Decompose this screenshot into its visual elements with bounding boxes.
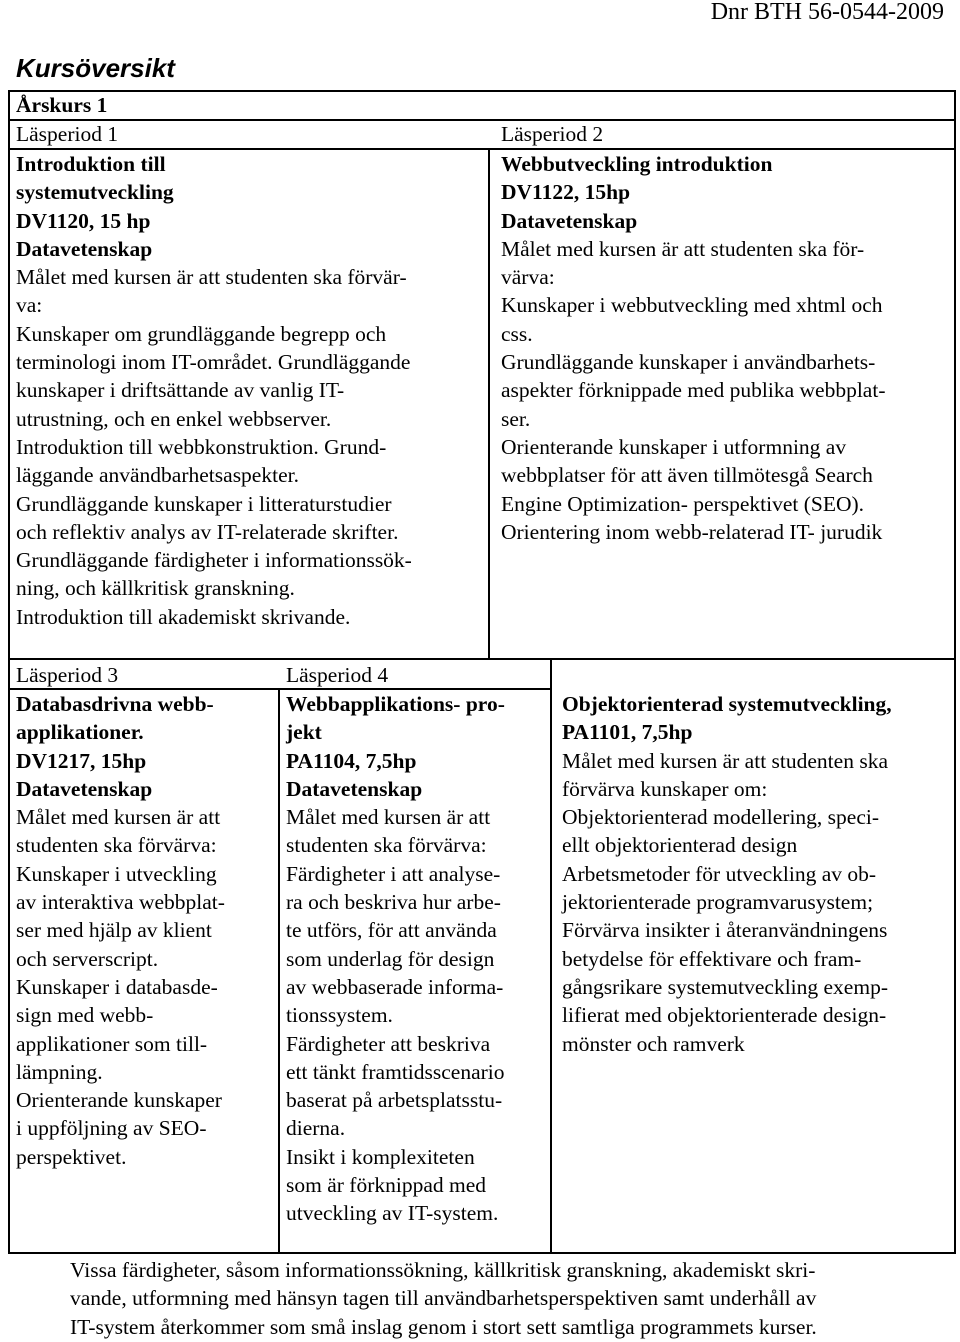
course-text-line: lifierat med objektorienterade design- bbox=[562, 1003, 887, 1028]
course-text-line: utrustning, och en enkel webbserver. bbox=[16, 406, 332, 431]
course-text-line: och serverscript. bbox=[16, 946, 159, 971]
course-text-line: Objektorienterad modellering, speci- bbox=[562, 805, 880, 830]
course-text-line: Kunskaper i utveckling bbox=[16, 861, 217, 886]
course-text-line: css. bbox=[501, 321, 533, 346]
course-text-line: Målet med kursen är att bbox=[16, 805, 221, 830]
course-text-line: utveckling av IT-system. bbox=[286, 1201, 499, 1226]
course-heading-line: Datavetenskap bbox=[16, 776, 153, 801]
course-text-line: perspektivet. bbox=[16, 1144, 127, 1169]
course-heading-line: jekt bbox=[286, 720, 322, 745]
course-text-line: förvärva kunskaper om: bbox=[562, 776, 768, 801]
footer-line: vande, utformning med hänsyn tagen till användbarhetsperspektiven samt underhåll av bbox=[70, 1286, 817, 1311]
course-heading-line: PA1104, 7,5hp bbox=[286, 748, 417, 773]
table-divider-p1-p2 bbox=[488, 148, 490, 660]
course-heading-line: Datavetenskap bbox=[16, 236, 153, 261]
course-heading-line: PA1101, 7,5hp bbox=[562, 720, 693, 745]
course-text-line: baserat på arbetsplatsstu- bbox=[286, 1088, 503, 1113]
course-text-line: läggande användbarhetsaspekter. bbox=[16, 463, 299, 488]
course-heading-line: Objektorienterad systemutveckling, bbox=[562, 692, 892, 716]
course-text-line: dierna. bbox=[286, 1116, 346, 1141]
table-border-bottom bbox=[8, 1252, 956, 1254]
course-text-line: lämpning. bbox=[16, 1059, 103, 1084]
course-text-line: Grundläggande kunskaper i litteraturstudier bbox=[16, 491, 392, 516]
course-text-line: Kunskaper om grundläggande begrepp och bbox=[16, 321, 387, 346]
course-text-line: ett tänkt framtidsscenario bbox=[286, 1059, 505, 1084]
table-border-left bbox=[8, 90, 10, 1254]
course-text-line: mönster och ramverk bbox=[562, 1031, 745, 1056]
course-text-line: sign med webb- bbox=[16, 1003, 154, 1028]
course-heading-line: applikationer. bbox=[16, 720, 144, 745]
course-heading-line: DV1217, 15hp bbox=[16, 748, 147, 773]
table-border-top bbox=[8, 90, 956, 92]
course-text-line: Grundläggande kunskaper i användbarhets- bbox=[501, 350, 876, 375]
course-text-line: i uppföljning av SEO- bbox=[16, 1116, 207, 1141]
course-text-line: ning, och källkritisk granskning. bbox=[16, 576, 295, 601]
course-text-line: applikationer som till- bbox=[16, 1031, 208, 1056]
course-text-line: Förvärva insikter i återanvändningens bbox=[562, 918, 888, 943]
course-text-line: Introduktion till akademiskt skrivande. bbox=[16, 604, 351, 629]
course-text-line: Färdigheter att beskriva bbox=[286, 1031, 491, 1056]
year-label: Årskurs 1 bbox=[16, 93, 108, 117]
course-cell-dv1120 bbox=[16, 150, 412, 631]
course-text-line: av interaktiva webbplat- bbox=[16, 890, 225, 915]
course-text-line: Orienterande kunskaper bbox=[16, 1088, 222, 1113]
course-text-line: tionssystem. bbox=[286, 1003, 393, 1028]
course-text-line: ser med hjälp av klient bbox=[16, 918, 212, 943]
course-text-line: terminologi inom IT-området. Grundläggande bbox=[16, 350, 411, 375]
period-2-label: Läsperiod 2 bbox=[501, 122, 604, 146]
course-heading-line: Datavetenskap bbox=[286, 776, 423, 801]
course-text-line: Grundläggande färdigheter i informationssök- bbox=[16, 548, 412, 573]
course-text-line: Introduktion till webbkonstruktion. Grund- bbox=[16, 434, 387, 459]
course-text-line: Orienterande kunskaper i utformning av bbox=[501, 434, 847, 459]
course-heading-line: Webbutveckling introduktion bbox=[501, 152, 773, 176]
course-cell-pa1101 bbox=[562, 690, 892, 1058]
course-text-line: Färdigheter i att analyse- bbox=[286, 861, 501, 886]
course-text-line: kunskaper i driftsättande av vanlig IT- bbox=[16, 378, 345, 403]
course-text-line: Kunskaper i databasde- bbox=[16, 974, 218, 999]
course-text-line: som underlag för design bbox=[286, 946, 495, 971]
course-text-line: Målet med kursen är att studenten ska för- bbox=[501, 236, 865, 261]
course-text-line: Orientering inom webb-relaterad IT- jurudik bbox=[501, 519, 883, 544]
course-text-line: webbplatser för att även tillmötesgå Search bbox=[501, 463, 873, 488]
course-cell-pa1104 bbox=[286, 690, 505, 1228]
course-text-line: Målet med kursen är att studenten ska bbox=[562, 748, 888, 773]
course-heading-line: Introduktion till bbox=[16, 152, 166, 176]
document-reference: Dnr BTH 56-0544-2009 bbox=[710, 0, 944, 25]
table-divider-p3-p4 bbox=[278, 688, 280, 1254]
course-text-line: och reflektiv analys av IT-relaterade skrifter. bbox=[16, 519, 399, 544]
table-divider-p4-oop bbox=[550, 658, 552, 1254]
course-text-line: aspekter förknippade med publika webbplat- bbox=[501, 378, 886, 403]
course-cell-dv1122 bbox=[501, 150, 885, 546]
course-cell-dv1217 bbox=[16, 690, 225, 1171]
course-heading-line: systemutveckling bbox=[16, 180, 174, 205]
footer-line: IT-system återkommer som små inslag genom i stort sett samtliga programmets kurser. bbox=[70, 1314, 817, 1339]
course-text-line: Insikt i komplexiteten bbox=[286, 1144, 475, 1169]
course-text-line: Målet med kursen är att studenten ska förvär- bbox=[16, 265, 407, 290]
footer-note bbox=[70, 1256, 817, 1341]
course-text-line: gångsrikare systemutveckling exemp- bbox=[562, 974, 888, 999]
course-heading-line: DV1122, 15hp bbox=[501, 180, 631, 205]
course-text-line: studenten ska förvärva: bbox=[16, 833, 217, 858]
course-heading-line: Datavetenskap bbox=[501, 208, 638, 233]
course-text-line: Arbetsmetoder för utveckling av ob- bbox=[562, 861, 877, 886]
course-heading-line: DV1120, 15 hp bbox=[16, 208, 151, 233]
course-text-line: ra och beskriva hur arbe- bbox=[286, 890, 501, 915]
course-text-line: studenten ska förvärva: bbox=[286, 833, 487, 858]
table-border-right bbox=[954, 90, 956, 1254]
course-heading-line: Databasdrivna webb- bbox=[16, 692, 214, 716]
page-title: Kursöversikt bbox=[16, 53, 175, 83]
course-text-line: betydelse för effektivare och fram- bbox=[562, 946, 862, 971]
course-text-line: va: bbox=[16, 293, 43, 318]
course-text-line: värva: bbox=[501, 265, 555, 290]
course-text-line: Målet med kursen är att bbox=[286, 805, 491, 830]
course-text-line: ellt objektorienterad design bbox=[562, 833, 798, 858]
course-text-line: av webbaserade informa- bbox=[286, 974, 504, 999]
course-text-line: te utförs, för att använda bbox=[286, 918, 497, 943]
period-3-label: Läsperiod 3 bbox=[16, 663, 119, 687]
course-heading-line: Webbapplikations- pro- bbox=[286, 692, 505, 716]
course-text-line: jektorienterade programvarusystem; bbox=[562, 890, 874, 915]
period-4-label: Läsperiod 4 bbox=[286, 663, 389, 687]
table-rule-year bbox=[8, 119, 956, 121]
course-text-line: Kunskaper i webbutveckling med xhtml och bbox=[501, 293, 883, 318]
course-text-line: ser. bbox=[501, 406, 531, 431]
course-text-line: Engine Optimization- perspektivet (SEO). bbox=[501, 491, 865, 516]
course-text-line: som är förknippad med bbox=[286, 1173, 487, 1198]
table-rule-mid bbox=[8, 658, 956, 660]
period-1-label: Läsperiod 1 bbox=[16, 122, 119, 146]
footer-line: Vissa färdigheter, såsom informationssökning, källkritisk granskning, akademiskt skri- bbox=[70, 1258, 816, 1282]
